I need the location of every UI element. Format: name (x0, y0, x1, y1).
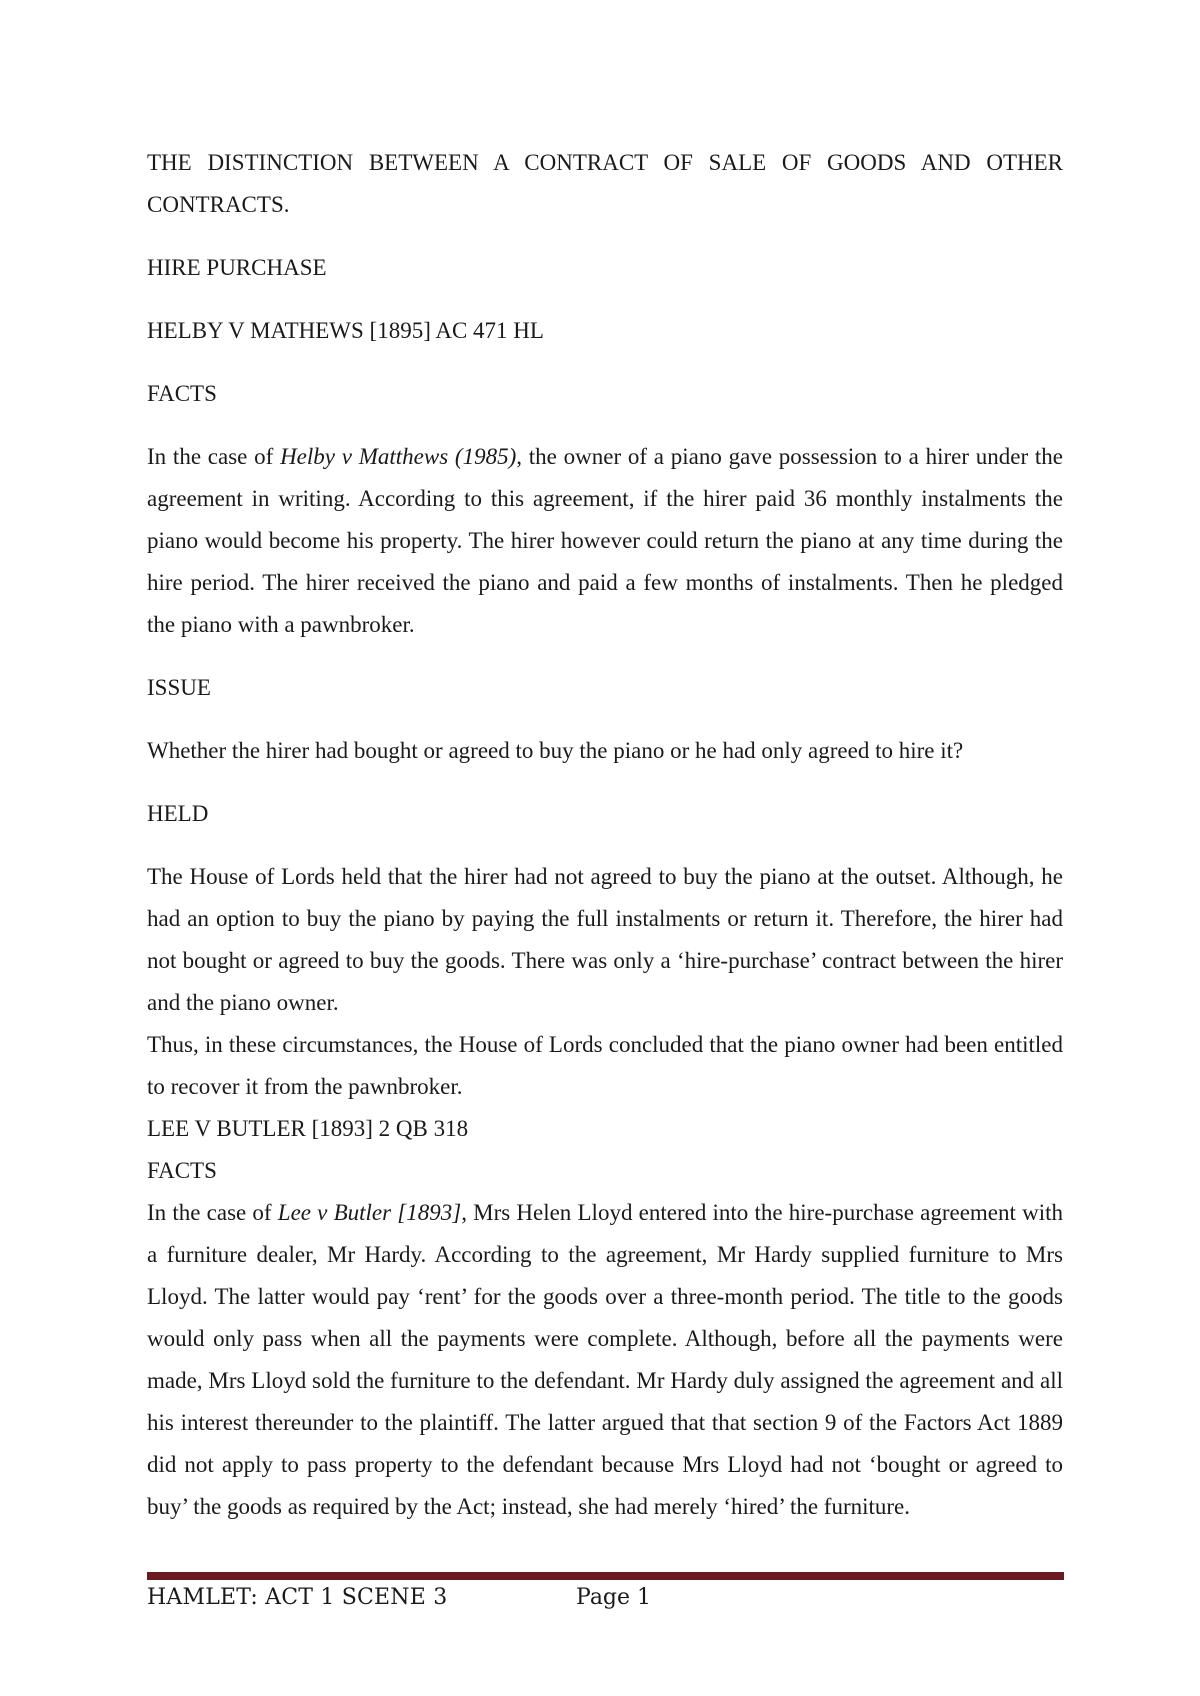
facts-prefix-1: In the case of (147, 444, 281, 469)
facts-body-1: , the owner of a piano gave possession to a hirer under the agreement in writing. According to this agreement, if the hirer paid 36 monthly instalments the piano would become his property. The hirer however could return the piano at any time during the hire period. The hirer received the piano and paid a few months of instalments. Then he pledged the piano with a pawnbroker. (147, 444, 1064, 637)
facts-heading-1: FACTS (147, 381, 217, 406)
facts-heading-2: FACTS (147, 1158, 217, 1183)
case-name-helby: HELBY V MATHEWS [1895] AC 471 HL (147, 318, 544, 343)
facts-paragraph-1 (147, 436, 1063, 646)
page-content (147, 142, 1063, 1528)
section-heading: HIRE PURCHASE (147, 255, 327, 280)
case-citation-lee: Lee v Butler [1893] (277, 1200, 462, 1225)
facts-prefix-2: In the case of (147, 1200, 278, 1225)
held-heading: HELD (147, 801, 209, 826)
footer-title: HAMLET: ACT 1 SCENE 3 (147, 1585, 448, 1610)
conclusion-paragraph: Thus, in these circumstances, the House of Lords concluded that the piano owner had been entitled to recover it from the pawnbroker. (147, 1032, 1063, 1099)
footer-rule (147, 1572, 1064, 1580)
issue-text: Whether the hirer had bought or agreed to buy the piano or he had only agreed to hire it? (147, 738, 964, 763)
issue-heading: ISSUE (147, 675, 211, 700)
page-number: Page 1 (576, 1585, 652, 1610)
case-name-lee: LEE V BUTLER [1893] 2 QB 318 (147, 1116, 469, 1141)
held-paragraph: The House of Lords held that the hirer had not agreed to buy the piano at the outset. Although, he had an option to buy the piano by paying the full instalments or return it. Therefore, the hirer had not bought or agreed to buy the goods. There was only a ‘hire-purchase’ contract between the hirer and the piano owner. (147, 864, 1063, 1015)
facts-body-2: , Mrs Helen Lloyd entered into the hire-purchase agreement with a furniture dealer, Mr Hardy. According to the agreement, Mr Hardy supplied furniture to Mrs Lloyd. The latter would pay ‘rent’ for the goods over a three-month period. The title to the goods would only pass when all the payments were complete. Although, before all the payments were made, Mrs Lloyd sold the furniture to the defendant. Mr Hardy duly assigned the agreement and all his interest thereunder to the plaintiff. The latter argued that that section 9 of the Factors Act 1889 did not apply to pass property to the defendant because Mrs Lloyd had not ‘bought or agreed to buy’ the goods as required by the Act; instead, she had merely ‘hired’ the furniture. (147, 1200, 1063, 1519)
facts-paragraph-2 (147, 1192, 1063, 1528)
case-citation-helby: Helby v Matthews (1985) (280, 444, 517, 469)
document-title: THE DISTINCTION BETWEEN A CONTRACT OF SALE OF GOODS AND OTHER CONTRACTS. (147, 150, 1063, 217)
